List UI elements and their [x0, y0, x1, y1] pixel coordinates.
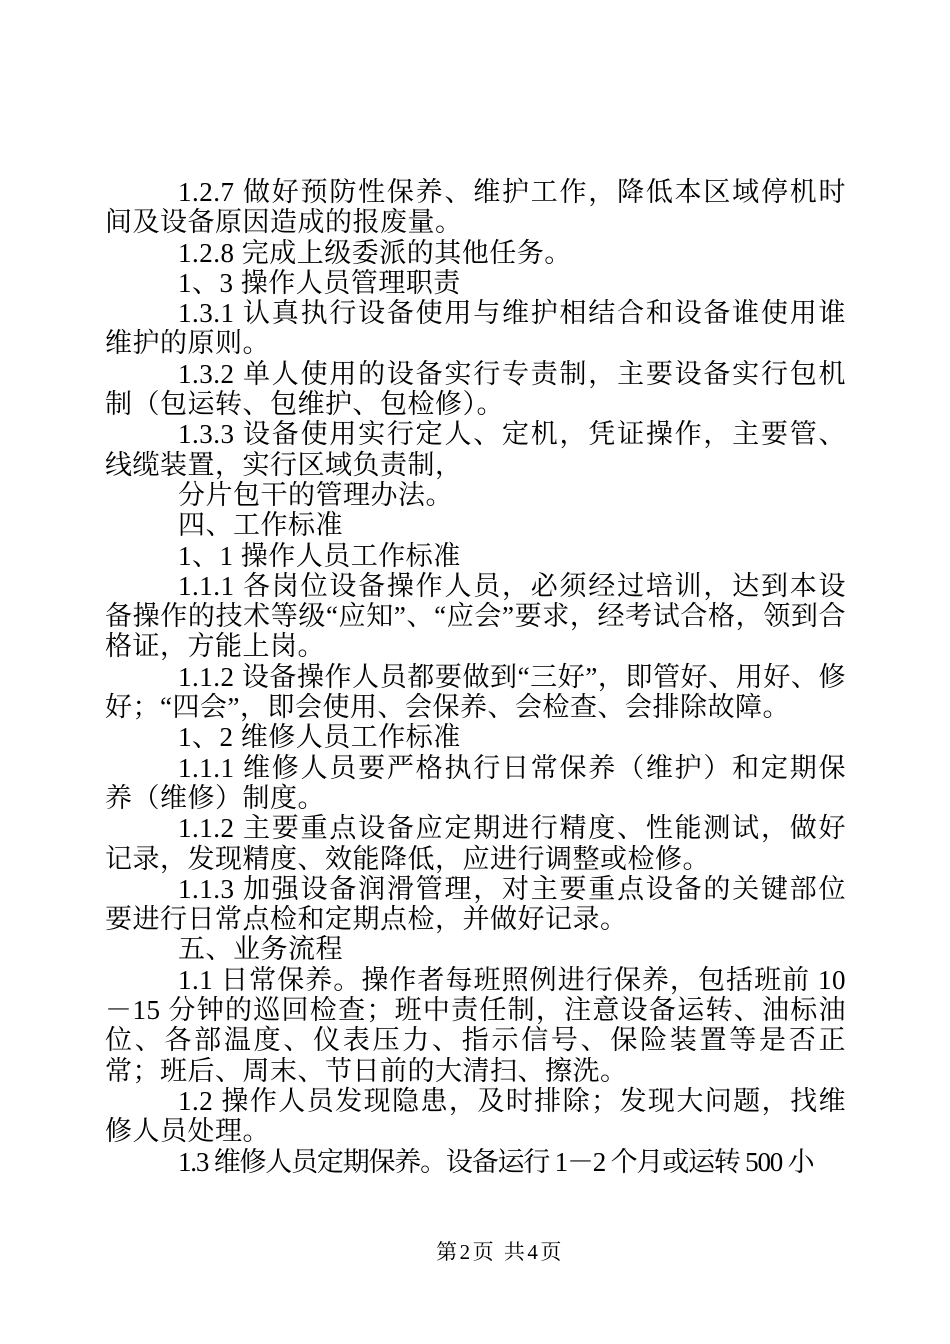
para-1-1-daily-maintenance: 1.1 日常保养。操作者每班照例进行保养，包括班前 10－15 分钟的巡回检查；班中责任制，注意设备运转、油标油位、各部温度、仪表压力、指示信号、保险装置等是否正常；班后、周末、节日前的大清扫、擦洗。 [105, 964, 846, 1086]
heading-4-work-standards: 四、工作标准 [178, 510, 343, 541]
page-footer [50, 1240, 950, 1265]
heading-5-business-process: 五、业务流程 [178, 934, 343, 965]
page-number-label: 第2页 共4页 [436, 1240, 564, 1264]
para-1-3-2: 1.3.2 单人使用的设备实行专责制，主要设备实行包机制（包运转、包维护、包检修）。 [105, 358, 846, 420]
para-1-2-7: 1.2.7 做好预防性保养、维护工作，降低本区域停机时间及设备原因造成的报废量。 [105, 177, 846, 238]
document-body [105, 177, 846, 1177]
para-1-2-8: 1.2.8 完成上级委派的其他任务。 [178, 237, 572, 268]
para-1-1-2-operator: 1.1.2 设备操作人员都要做到“三好”，即管好、用好、修好；“四会”，即会使用、会保养、会检查、会排除故障。 [105, 661, 846, 723]
para-1-1-1-maintenance: 1.1.1 维修人员要严格执行日常保养（维护）和定期保养（维修）制度。 [105, 752, 846, 813]
para-1-1-1-operator: 1.1.1 各岗位设备操作人员，必须经过培训，达到本设备操作的技术等级“应知”、“应会”要求，经考试合格，领到合格证，方能上岗。 [105, 570, 846, 662]
para-1-3-3: 1.3.3 设备使用实行定人、定机，凭证操作，主要管、线缆装置，实行区域负责制， [105, 419, 846, 480]
para-1-2-hazard-handling: 1.2 操作人员发现隐患，及时排除；发现大问题，找维修人员处理。 [105, 1085, 846, 1147]
para-1-1-3-maintenance: 1.1.3 加强设备润滑管理，对主要重点设备的关键部位要进行日常点检和定期点检，并做好记录。 [105, 873, 846, 935]
heading-1-1-operator-standards: 1、1 操作人员工作标准 [178, 540, 461, 571]
heading-1-2-maintenance-standards: 1、2 维修人员工作标准 [178, 722, 461, 753]
para-1-1-2-maintenance: 1.1.2 主要重点设备应定期进行精度、性能测试，做好记录，发现精度、效能降低，应进行调整或检修。 [105, 813, 846, 874]
para-fenpian-baogan: 分片包干的管理办法。 [178, 479, 453, 510]
heading-1-3-operator-duties: 1、3 操作人员管理职责 [178, 267, 461, 298]
para-1-3-1: 1.3.1 认真执行设备使用与维护相结合和设备谁使用谁维护的原则。 [105, 298, 846, 359]
para-1-3-periodic-maintenance: 1.3 维修人员定期保养。设备运行 1－2 个月或运转 500 小 [178, 1146, 814, 1177]
